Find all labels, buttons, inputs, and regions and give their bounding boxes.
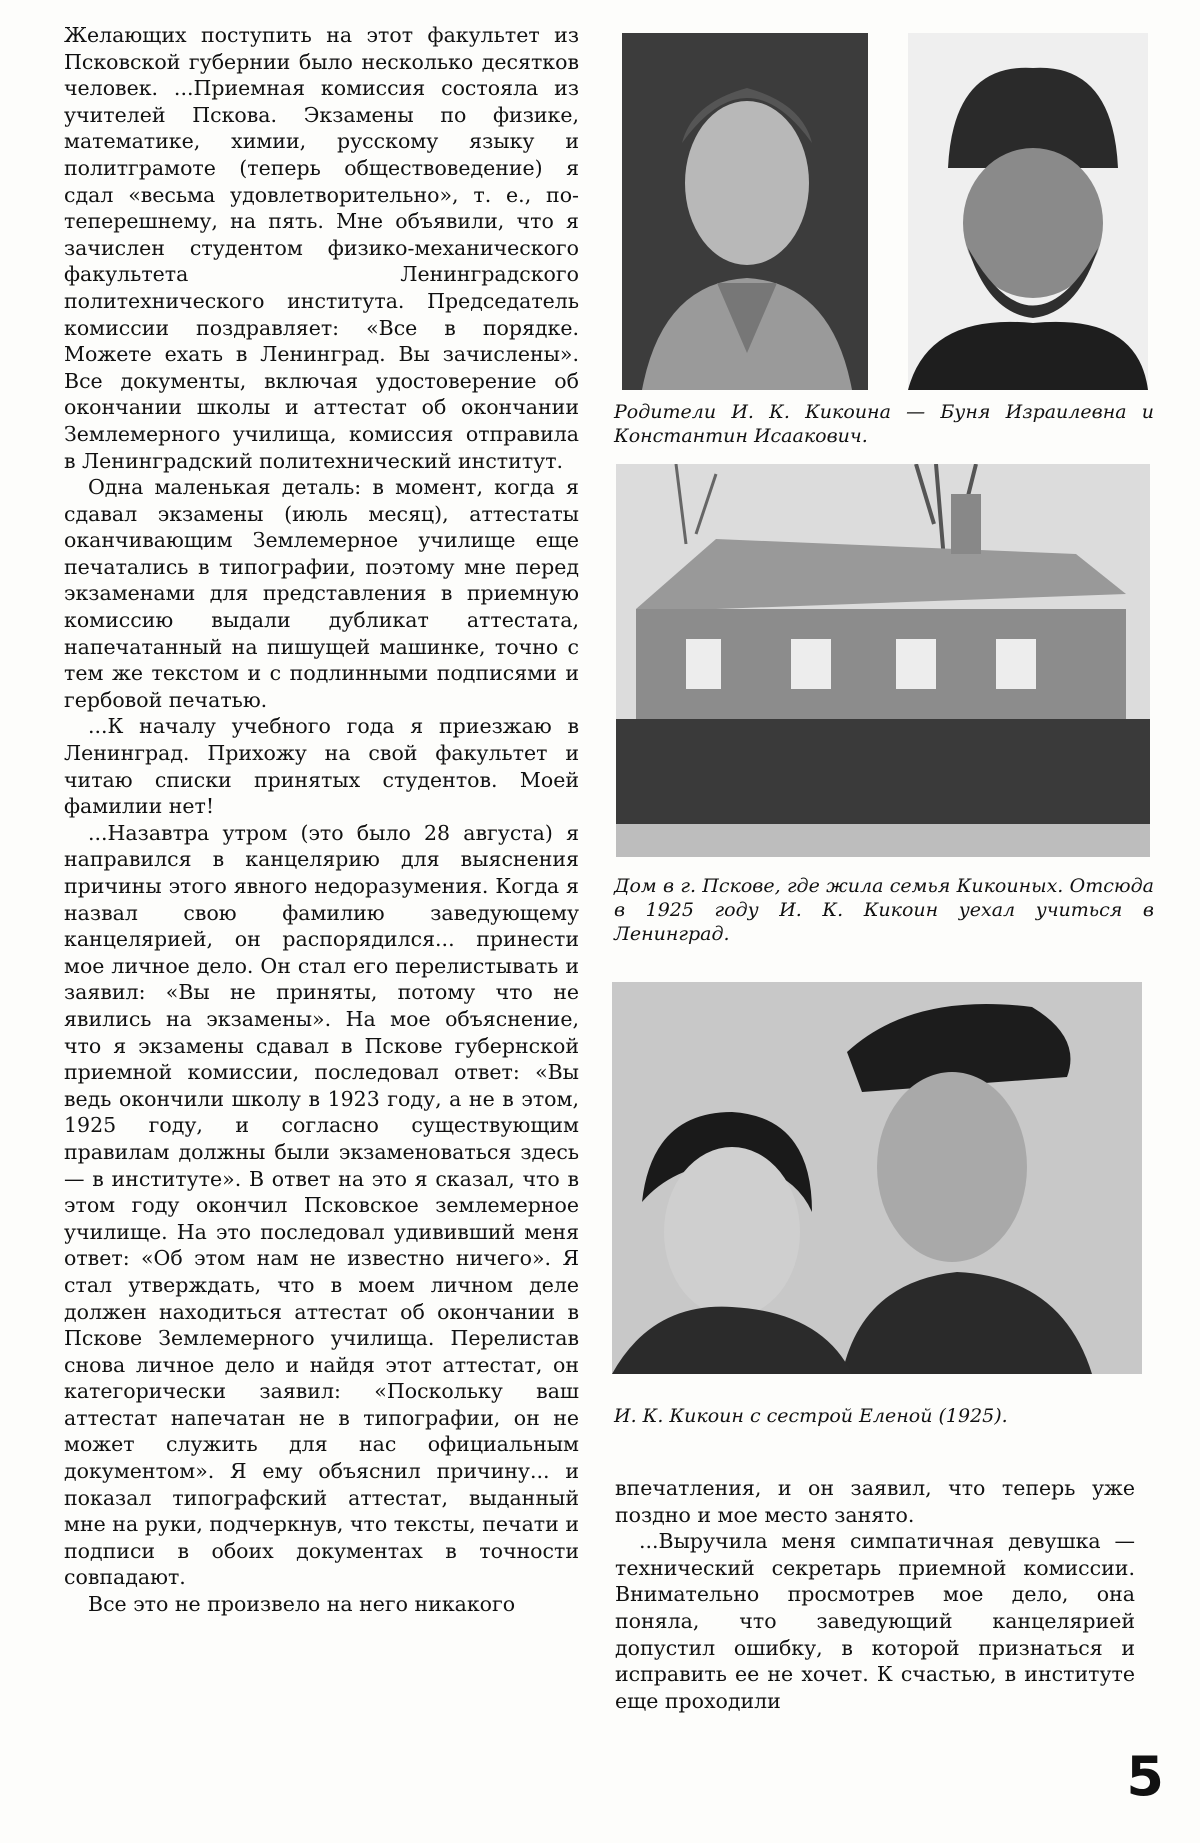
paragraph: ...Выручила меня симпатичная девушка — технический секретарь приемной комиссии. Внимательно просмотрев мое дело, она поняла, что заведующий канцелярией допустил ошибку, в которой признаться и исправить ее не хочет. К счастью, в институте еще проходили xyxy=(615,1529,1135,1713)
photo-house xyxy=(616,464,1150,857)
page-number: 5 xyxy=(1126,1745,1164,1808)
right-text-column xyxy=(615,1475,1135,1714)
paragraph: ...Назавтра утром (это было 28 августа) я направился в канцелярию для выяснения причины этого явного недоразумения. Когда я назвал свою фамилию заведующему канцелярией, он распорядился... принести мое личное дело. Он стал его перелистывать и заявил: «Вы не приняты, потому что не явились на экзамены». На мое объяснение, что я экзамены сдавал в Пскове губернской приемной комиссии, последовал ответ: «Вы ведь окончили школу в 1923 году, а не в этом, 1925 году, и согласно существующим правилам должны были экзаменоваться здесь — в институте». В ответ на это я сказал, что в этом году окончил Псковское землемерное училище. На это последовал удививший меня ответ: «Об этом нам не известно ничего». Я стал утверждать, что в моем личном деле должен находиться аттестат об окончании в Пскове Землемерного училища. Перелистав снова личное дело и найдя этот аттестат, он категорически заявил: «Поскольку ваш аттестат напечатан не в типографии, он не может служить для нас официальным документом». Я ему объяснил причину... и показал типографский аттестат, выданный мне на руки, подчеркнув, что тексты, печати и подписи в обоих документах в точности совпадают. xyxy=(64,820,579,1590)
caption-sister: И. К. Кикоин с сестрой Еленой (1925). xyxy=(614,1405,1008,1427)
paragraph: впечатления, и он заявил, что теперь уже поздно и мое место занято. xyxy=(615,1476,1135,1527)
caption-house: Дом в г. Пскове, где жила семья Кикоиных. Отсюда в 1925 году И. К. Кикоин уехал учиться в Ленинград. xyxy=(614,875,1154,945)
paragraph: Желающих поступить на этот факультет из Псковской губернии было несколько десятков человек. ...Приемная комиссия состояла из учителей Пскова. Экзамены по физике, математике, химии, русскому языку и политграмоте (теперь обществоведение) я сдал «весьма удовлетворительно», т. е., по-теперешнему, на пять. Мне объявили, что я зачислен студентом физико-механического факультета Ленинградского политехнического института. Председатель комиссии поздравляет: «Все в порядке. Можете ехать в Ленинград. Вы зачислены». Все документы, включая удостоверение об окончании школы и аттестат об окончании Землемерного училища, комиссия отправила в Ленинградский политехнический институт. xyxy=(64,23,579,473)
paragraph: ...К началу учебного года я приезжаю в Ленинград. Прихожу на свой факультет и читаю списки принятых студентов. Моей фамилии нет! xyxy=(64,714,579,819)
photo-father xyxy=(908,33,1148,390)
paragraph: Одна маленькая деталь: в момент, когда я сдавал экзамены (июль месяц), аттестаты оканчивающим Землемерное училище еще печатались в типографии, поэтому мне перед экзаменами для представления в приемную комиссию выдали дубликат аттестата, напечатанный на пишущей машинке, точно с тем же текстом и с подлинными подписями и гербовой печатью. xyxy=(64,475,579,712)
left-text-column xyxy=(64,22,579,1618)
photo-mother xyxy=(622,33,868,390)
photo-kikoin-sister xyxy=(612,982,1142,1374)
caption-parents: Родители И. К. Кикоина — Буня Израилевна и Константин Исаакович. xyxy=(614,401,1154,447)
paragraph: Все это не произвело на него никакого xyxy=(88,1592,516,1617)
